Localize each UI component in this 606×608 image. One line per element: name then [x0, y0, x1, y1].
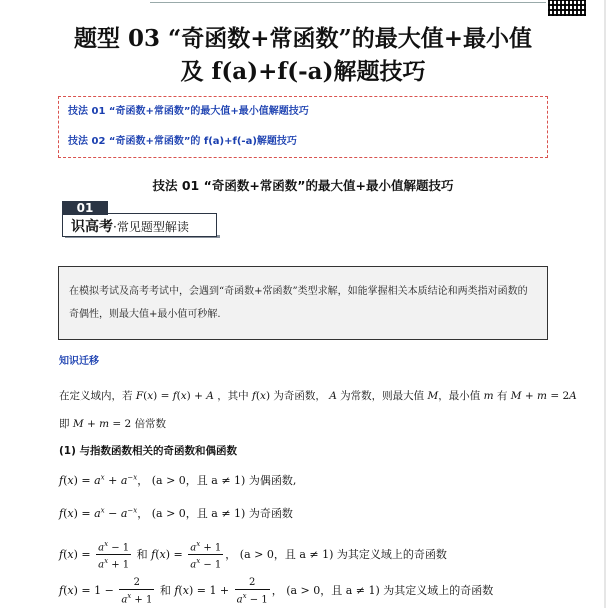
fraction: $\frac{2}{a^x - 1}$ — [236, 577, 268, 606]
fraction: $\frac{2}{a^x + 1}$ — [121, 577, 153, 606]
para2-suffix: 倍常数 — [134, 418, 167, 430]
paragraph-conclusion: 即 M + m = 2 倍常数 — [59, 418, 167, 430]
para1-mid2: 为奇函数， — [273, 390, 326, 402]
formula-odd: $f(x) = a^x - a^{-x}$， (a > 0，且 a ≠ 1) 为奇函数 — [59, 506, 293, 520]
title-line-2: 及 f(a)+f(-a)解题技巧 — [180, 58, 426, 85]
formula-odd-cond: (a > 0，且 a ≠ 1) 为奇函数 — [151, 507, 293, 520]
header-rule — [150, 2, 546, 3]
para1-middle: ，其中 — [217, 390, 249, 402]
top-band — [0, 0, 606, 6]
formula-fraction-odd: f(x) = $\frac{a^x - 1}{a^x + 1}$ 和 f(x) = $\frac{a^x + 1}{a^x - 1}$ ， (a > 0，且 a ≠ 1) 为其定义域上的奇函数 — [59, 540, 447, 571]
toc-item-2[interactable]: 技法 02 “奇函数+常函数”的 f(a)+f(-a)解题技巧 — [68, 136, 297, 147]
formula4-cond: (a > 0，且 a ≠ 1) 为其定义域上的奇函数 — [286, 584, 494, 598]
para1-a-text: 为常数，则最大值 — [340, 390, 425, 402]
intro-box: 在模拟考试及高考考试中，会遇到“奇函数+常函数”类型求解，如能掌握相关本质结论和两类指对函数的奇偶性，则最大值+最小值可秒解. — [58, 266, 548, 340]
sub-heading: (1) 与指数函数相关的奇函数和偶函数 — [59, 445, 238, 457]
page-title — [0, 22, 606, 88]
section-heading: 技法 01 “奇函数+常函数”的最大值+最小值解题技巧 — [152, 178, 454, 193]
badge-number: 01 — [62, 201, 108, 215]
formula4-and: 和 — [159, 584, 171, 598]
title-line-1: 题型 03 “奇函数+常函数”的最大值+最小值 — [73, 25, 533, 52]
para1-min-text: ，最小值 — [438, 390, 481, 402]
qr-code-icon — [548, 0, 586, 16]
formula3-cond: (a > 0，且 a ≠ 1) 为其定义域上的奇函数 — [239, 547, 447, 561]
formula-even-cond: (a > 0，且 a ≠ 1) 为偶函数, — [151, 474, 297, 487]
table-of-contents — [58, 96, 548, 158]
toc-item-1[interactable]: 技法 01 “奇函数+常函数”的最大值+最小值解题技巧 — [68, 106, 309, 117]
para1-has-text: 有 — [496, 390, 508, 402]
badge-label — [71, 216, 189, 236]
badge-label-main: 识高考 — [71, 219, 113, 235]
formula3-and: 和 — [136, 547, 148, 561]
fraction: $\frac{a^x - 1}{a^x + 1}$ — [98, 540, 130, 571]
section-badge — [62, 201, 220, 241]
formula-one-minus: f(x) = 1 − $\frac{2}{a^x + 1}$ 和 f(x) = 1 + $\frac{2}{a^x - 1}$ ， (a > 0，且 a ≠ 1) 为其定义域上的奇函数 — [59, 577, 494, 606]
formula-even: $f(x) = a^x + a^{-x}$， (a > 0，且 a ≠ 1) 为偶函数, — [59, 473, 297, 487]
fraction: $\frac{a^x + 1}{a^x - 1}$ — [190, 540, 222, 571]
badge-sublabel: ·常见题型解读 — [113, 220, 189, 234]
para2-prefix: 即 — [59, 418, 70, 430]
knowledge-heading: 知识迁移 — [59, 356, 99, 367]
para1-prefix: 在定义域内，若 — [59, 390, 133, 402]
paragraph-definition: 在定义域内，若 F(x) = f(x) + A ，其中 f(x) 为奇函数， A 为常数，则最大值 M，最小值 m 有 M + m = 2A — [59, 390, 577, 402]
